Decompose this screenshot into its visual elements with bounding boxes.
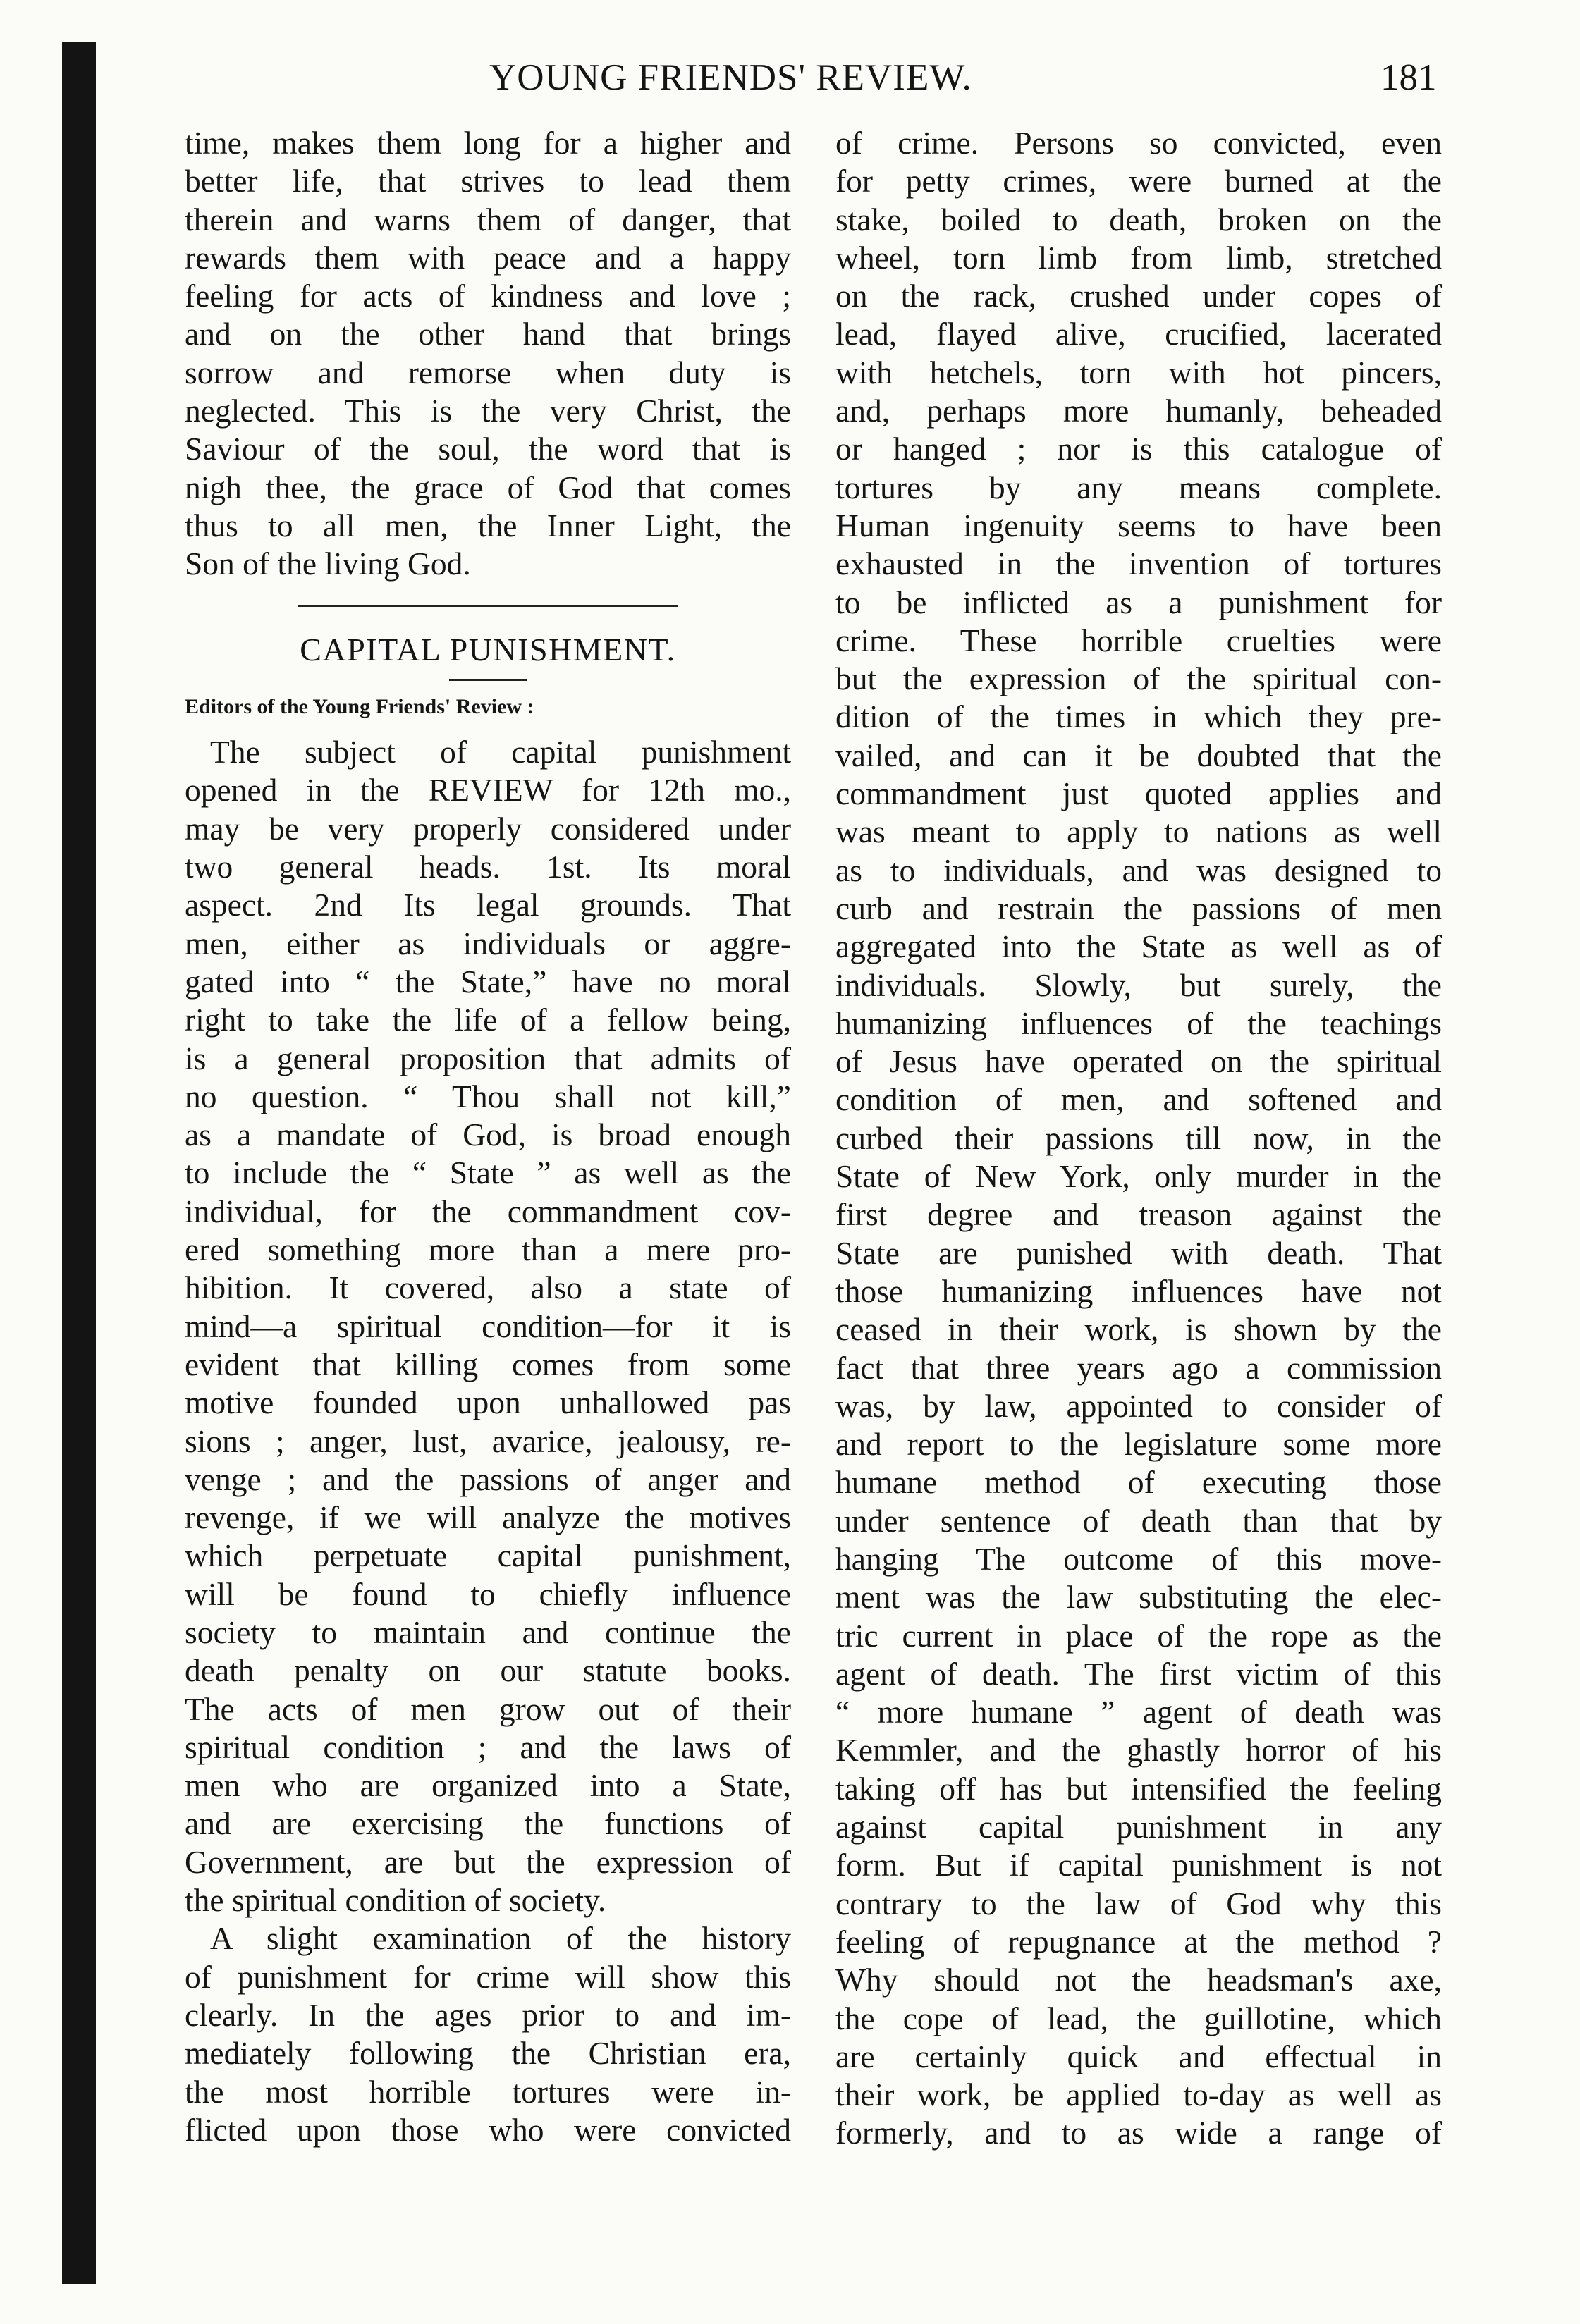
text-line: gated into “ the State,” have no moral	[185, 963, 791, 1000]
text-line: nigh thee, the grace of God that comes	[185, 469, 791, 505]
text-line: ered something more than a mere pro-	[185, 1231, 791, 1268]
text-line: Government, are but the expression of	[185, 1843, 791, 1880]
text-line: venge ; and the passions of anger and	[185, 1461, 791, 1497]
text-line: their work, be applied to-day as well as	[835, 2077, 1442, 2113]
running-header-title: YOUNG FRIENDS' REVIEW.	[489, 57, 972, 98]
text-line: death penalty on our statute books.	[185, 1652, 791, 1689]
text-line: “ more humane ” agent of death was	[835, 1694, 1442, 1730]
text-line: flicted upon those who were convicted	[185, 2111, 791, 2148]
text-line: form. But if capital punishment is not	[835, 1847, 1442, 1883]
text-line: first degree and treason against the	[835, 1196, 1442, 1233]
text-line: fact that three years ago a commission	[835, 1349, 1442, 1386]
text-line: taking off has but intensified the feeling	[835, 1770, 1442, 1807]
text-line: hanging The outcome of this move-	[835, 1540, 1442, 1577]
text-line: individuals. Slowly, but surely, the	[835, 966, 1442, 1003]
text-line: will be found to chiefly influence	[185, 1575, 791, 1612]
text-line: contrary to the law of God why this	[835, 1885, 1442, 1922]
text-line: but the expression of the spiritual con-	[835, 660, 1442, 697]
text-line: dition of the times in which they pre-	[835, 699, 1442, 735]
text-line: Kemmler, and the ghastly horror of his	[835, 1732, 1442, 1769]
text-line: tric current in place of the rope as the	[835, 1617, 1442, 1654]
text-line: The subject of capital punishment	[210, 734, 791, 770]
section-divider-rule	[298, 605, 678, 607]
text-line: neglected. This is the very Christ, the	[185, 393, 791, 429]
title-underline-rule	[449, 679, 527, 681]
text-line: therein and warns them of danger, that	[185, 201, 791, 238]
text-line: against capital punishment in any	[835, 1809, 1442, 1845]
text-line: curbed their passions till now, in the	[835, 1119, 1442, 1156]
text-line: and are exercising the functions of	[185, 1805, 791, 1842]
text-line: curb and restrain the passions of men	[835, 890, 1442, 926]
text-line: opened in the REVIEW for 12th mo.,	[185, 772, 791, 809]
text-line: crime. These horrible cruelties were	[835, 622, 1442, 658]
text-line: the most horrible tortures were in-	[185, 2073, 791, 2110]
text-line: on the rack, crushed under copes of	[835, 278, 1442, 314]
text-line: spiritual condition ; and the laws of	[185, 1728, 791, 1765]
text-line: as to individuals, and was designed to	[835, 851, 1442, 888]
text-line: aspect. 2nd Its legal grounds. That	[185, 887, 791, 923]
text-line: aggregated into the State as well as of	[835, 928, 1442, 965]
text-line: humane method of executing those	[835, 1464, 1442, 1501]
intro-paragraph	[185, 124, 791, 584]
text-line: of crime. Persons so convicted, even	[835, 125, 1442, 161]
article-paragraph-2	[185, 1919, 791, 2149]
text-line: feeling for acts of kindness and love ;	[185, 278, 791, 314]
text-line: lead, flayed alive, crucified, lacerated	[835, 316, 1442, 352]
text-line: with hetchels, torn with hot pincers,	[835, 354, 1442, 391]
text-line: clearly. In the ages prior to and im-	[185, 1996, 791, 2033]
text-line: Human ingenuity seems to have been	[835, 507, 1442, 543]
text-line: individual, for the commandment cov-	[185, 1193, 791, 1229]
text-line: commandment just quoted applies and	[835, 775, 1442, 812]
text-line: mind—a spiritual condition—for it is	[185, 1308, 791, 1344]
text-line: vailed, and can it be doubted that the	[835, 737, 1442, 773]
text-line: may be very properly considered under	[185, 810, 791, 847]
right-column	[835, 124, 1442, 2153]
text-line: ceased in their work, is shown by the	[835, 1311, 1442, 1348]
text-line: men, either as individuals or aggre-	[185, 925, 791, 961]
text-line: better life, that strives to lead them	[185, 163, 791, 199]
text-line: exhausted in the invention of tortures	[835, 546, 1442, 582]
book-binding-edge	[62, 42, 96, 2284]
section-title: CAPITAL PUNISHMENT.	[300, 631, 676, 668]
text-line: society to maintain and continue the	[185, 1613, 791, 1650]
text-line: mediately following the Christian era,	[185, 2035, 791, 2072]
article-paragraph-continued	[835, 124, 1442, 2153]
text-line: men who are organized into a State,	[185, 1767, 791, 1804]
text-line: wheel, torn limb from limb, stretched	[835, 239, 1442, 276]
text-line: State are punished with death. That	[835, 1234, 1442, 1271]
text-line: evident that killing comes from some	[185, 1346, 791, 1382]
text-line: was meant to apply to nations as well	[835, 813, 1442, 850]
text-line: thus to all men, the Inner Light, the	[185, 507, 791, 543]
text-line: is a general proposition that admits of	[185, 1040, 791, 1076]
text-line: right to take the life of a fellow being,	[185, 1002, 791, 1038]
text-line: and, perhaps more humanly, beheaded	[835, 393, 1442, 429]
text-line: under sentence of death than that by	[835, 1502, 1442, 1539]
text-line: A slight examination of the history	[210, 1920, 791, 1957]
text-line: sorrow and remorse when duty is	[185, 354, 791, 391]
text-line: to be inflicted as a punishment for	[835, 584, 1442, 620]
text-line: to include the “ State ” as well as the	[185, 1155, 791, 1191]
text-line: the spiritual condition of society.	[185, 1882, 606, 1919]
text-line: and on the other hand that brings	[185, 316, 791, 352]
text-line: no question. “ Thou shall not kill,”	[185, 1078, 791, 1114]
text-line: Saviour of the soul, the word that is	[185, 431, 791, 467]
text-line: humanizing influences of the teachings	[835, 1004, 1442, 1041]
text-line: rewards them with peace and a happy	[185, 239, 791, 276]
text-line: for petty crimes, were burned at the	[835, 163, 1442, 199]
text-line: sions ; anger, lust, avarice, jealousy, re-	[185, 1422, 791, 1459]
left-column	[185, 124, 791, 2149]
text-line: Son of the living God.	[185, 546, 471, 582]
text-line: hibition. It covered, also a state of	[185, 1269, 791, 1306]
text-line: are certainly quick and effectual in	[835, 2038, 1442, 2074]
text-line: of punishment for crime will show this	[185, 1958, 791, 1995]
text-line: those humanizing influences have not	[835, 1272, 1442, 1309]
text-line: feeling of repugnance at the method ?	[835, 1923, 1442, 1960]
text-line: condition of men, and softened and	[835, 1081, 1442, 1118]
text-line: was, by law, appointed to consider of	[835, 1387, 1442, 1424]
letter-salutation: Editors of the Young Friends' Review :	[185, 694, 534, 718]
text-line: motive founded upon unhallowed pas	[185, 1384, 791, 1421]
text-line: two general heads. 1st. Its moral	[185, 849, 791, 885]
page-number: 181	[1380, 57, 1437, 98]
text-line: stake, boiled to death, broken on the	[835, 201, 1442, 238]
text-line: Why should not the headsman's axe,	[835, 1962, 1442, 1998]
text-line: tortures by any means complete.	[835, 469, 1442, 505]
text-line: of Jesus have operated on the spiritual	[835, 1043, 1442, 1080]
text-line: as a mandate of God, is broad enough	[185, 1117, 791, 1153]
text-line: which perpetuate capital punishment,	[185, 1537, 791, 1574]
text-line: time, makes them long for a higher and	[185, 125, 791, 161]
text-line: or hanged ; nor is this catalogue of	[835, 431, 1442, 467]
text-line: The acts of men grow out of their	[185, 1690, 791, 1727]
text-line: agent of death. The first victim of this	[835, 1655, 1442, 1692]
text-line: formerly, and to as wide a range of	[835, 2115, 1442, 2151]
text-line: State of New York, only murder in the	[835, 1158, 1442, 1195]
text-line: revenge, if we will analyze the motives	[185, 1499, 791, 1536]
text-line: ment was the law substituting the elec-	[835, 1579, 1442, 1616]
text-line: and report to the legislature some more	[835, 1426, 1442, 1463]
text-line: the cope of lead, the guillotine, which	[835, 2000, 1442, 2036]
article-paragraph-1	[185, 733, 791, 1919]
